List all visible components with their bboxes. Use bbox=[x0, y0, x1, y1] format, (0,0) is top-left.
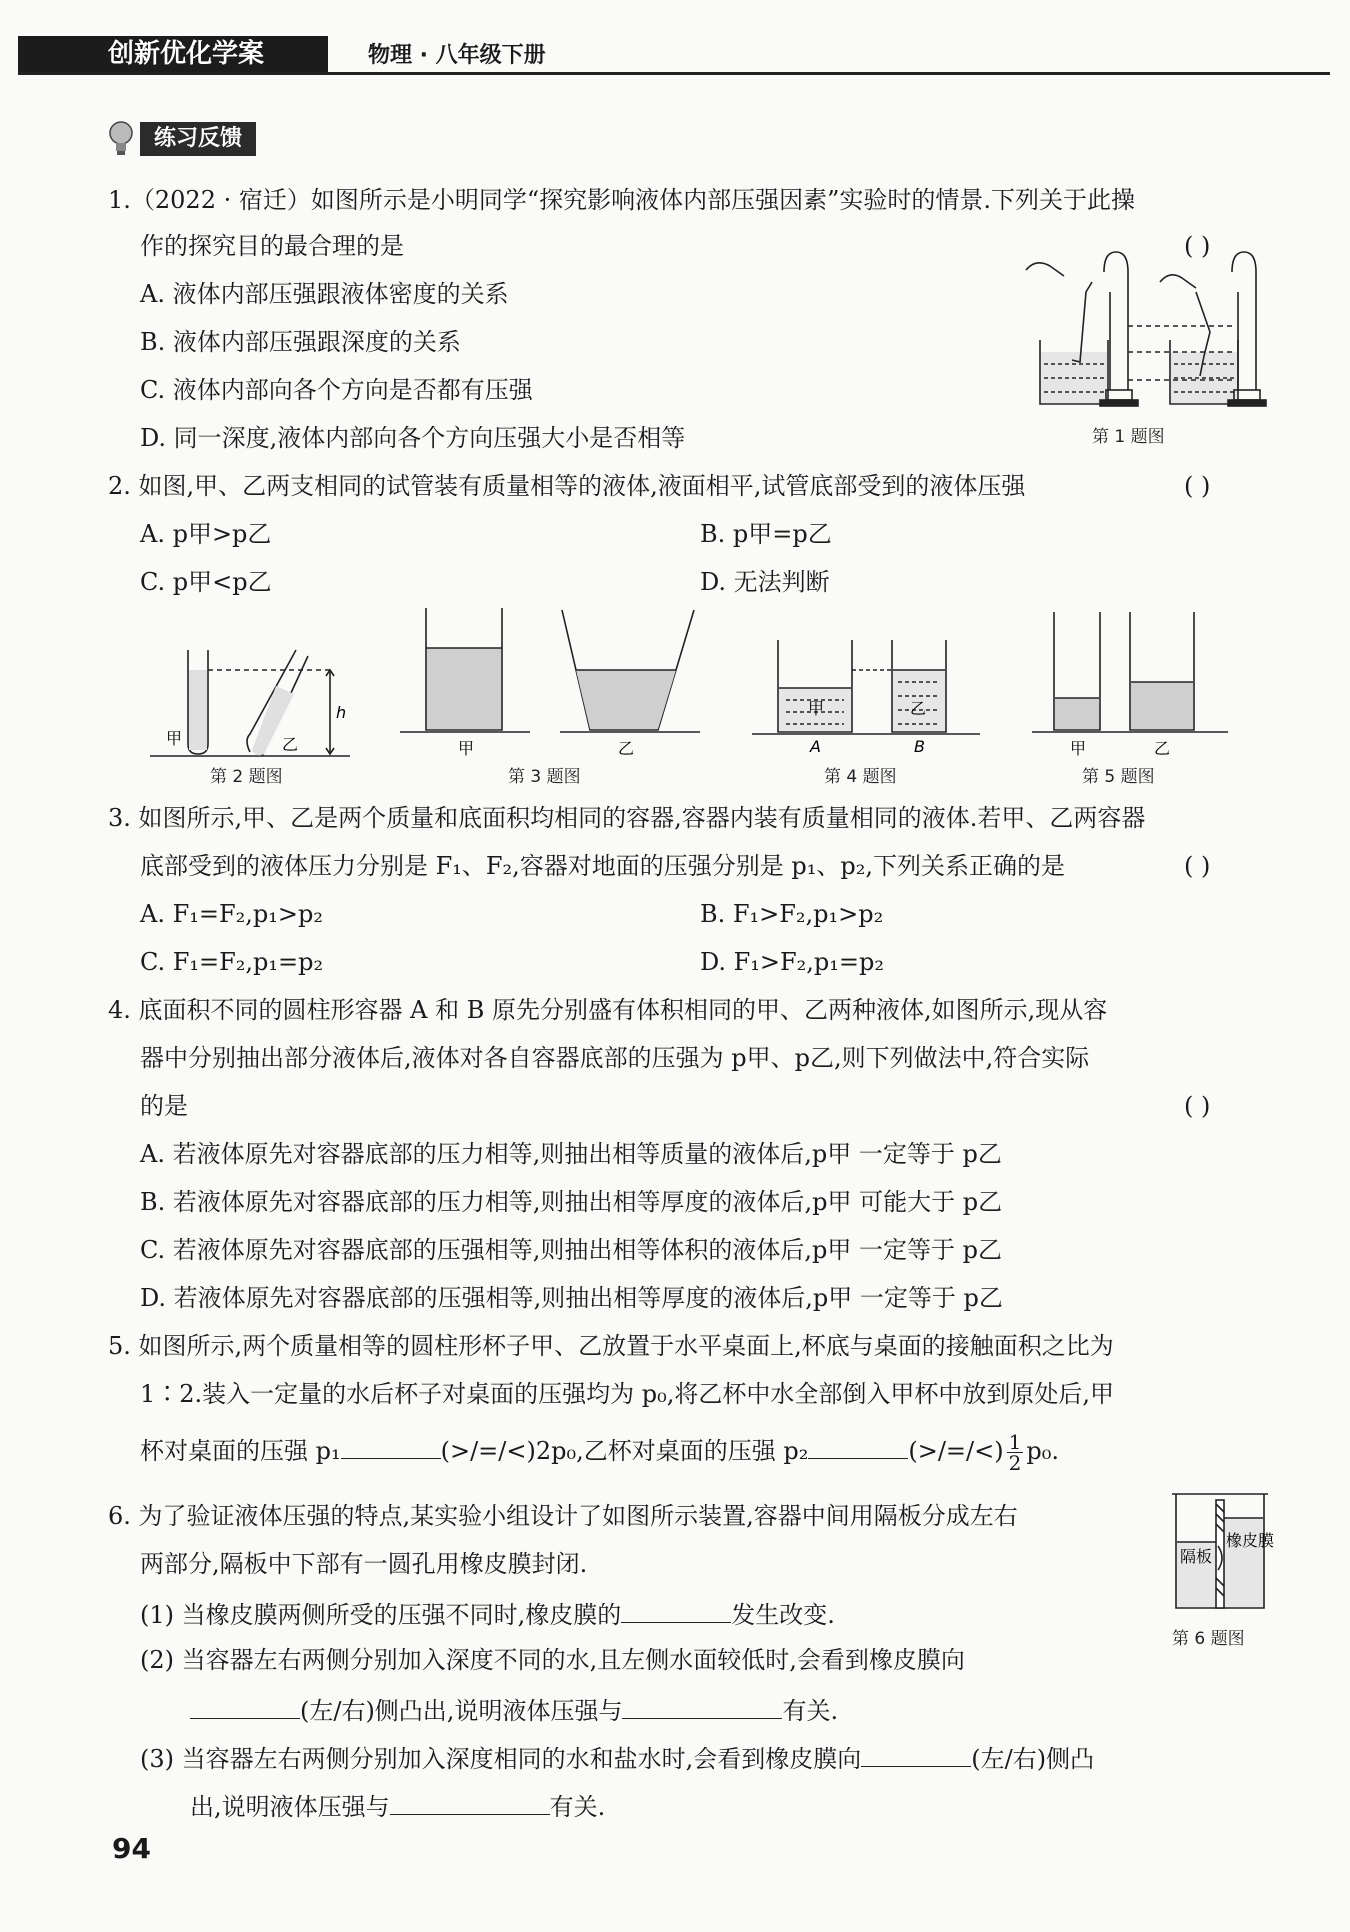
q5-line3-part2: (>/=/<)2p₀,乙杯对桌面的压强 p₂ bbox=[440, 1437, 809, 1465]
figure-3-caption: 第 3 题图 bbox=[508, 767, 581, 787]
q4-line1: 4. 底面积不同的圆柱形容器 A 和 B 原先分别盛有体积相同的甲、乙两种液体,如图所示,现从容 bbox=[108, 996, 1108, 1024]
figure-3-label-yi: 乙 bbox=[618, 739, 635, 758]
q1-option-a: A. 液体内部压强跟液体密度的关系 bbox=[140, 280, 509, 308]
q1-answer-paren: ( ) bbox=[1184, 232, 1211, 260]
q3-answer-paren: ( ) bbox=[1184, 852, 1211, 880]
section-badge bbox=[108, 122, 256, 156]
q6-blank-1[interactable] bbox=[621, 1596, 731, 1623]
q4-answer-paren: ( ) bbox=[1184, 1092, 1211, 1120]
q1-option-b: B. 液体内部压强跟深度的关系 bbox=[140, 328, 461, 356]
figure-5-label-yi: 乙 bbox=[1154, 739, 1171, 758]
q3-option-c: C. F₁=F₂,p₁=p₂ bbox=[140, 948, 324, 976]
q2-option-c: C. p甲<p乙 bbox=[140, 568, 272, 596]
lightbulb-icon bbox=[108, 120, 134, 158]
q6-blank-4[interactable] bbox=[861, 1740, 971, 1767]
q6-sub2-part2: 有关. bbox=[782, 1697, 839, 1725]
figure-2-label-yi: 乙 bbox=[282, 735, 299, 754]
q2-option-d: D. 无法判断 bbox=[700, 568, 830, 596]
q6-sub3-part4: 有关. bbox=[549, 1793, 606, 1821]
q6-sub1 bbox=[140, 1596, 835, 1631]
q4-option-c: C. 若液体原先对容器底部的压强相等,则抽出相等体积的液体后,p甲 一定等于 p乙 bbox=[140, 1236, 1003, 1264]
q3-option-d: D. F₁>F₂,p₁=p₂ bbox=[700, 948, 885, 976]
q5-fraction-numerator: 1 bbox=[1008, 1430, 1022, 1454]
figure-6-label-geban: 隔板 bbox=[1180, 1547, 1213, 1566]
q1-line2: 作的探究目的最合理的是 bbox=[140, 232, 404, 260]
q6-sub3-part3: 出,说明液体压强与 bbox=[190, 1793, 390, 1821]
figure-6 bbox=[1172, 1490, 1275, 1614]
q1-option-d: D. 同一深度,液体内部向各个方向压强大小是否相等 bbox=[140, 424, 686, 452]
figure-1-caption: 第 1 题图 bbox=[1092, 427, 1165, 447]
figure-4-label-a: A bbox=[810, 737, 821, 756]
q4-option-d: D. 若液体原先对容器底部的压强相等,则抽出相等厚度的液体后,p甲 一定等于 p乙 bbox=[140, 1284, 1003, 1312]
section-title: 练习反馈 bbox=[140, 122, 256, 156]
page-number: 94 bbox=[112, 1832, 151, 1865]
q6-sub3-part1: (3) 当容器左右两侧分别加入深度相同的水和盐水时,会看到橡皮膜向 bbox=[140, 1745, 862, 1773]
page-header bbox=[18, 36, 1330, 75]
q6-sub2-part1: (左/右)侧凸出,说明液体压强与 bbox=[300, 1697, 623, 1725]
q6-line2: 两部分,隔板中下部有一圆孔用橡皮膜封闭. bbox=[140, 1550, 588, 1578]
q6-sub1-part2: 发生改变. bbox=[731, 1601, 835, 1629]
figure-1 bbox=[1020, 252, 1270, 412]
q3-option-a: A. F₁=F₂,p₁>p₂ bbox=[140, 900, 323, 928]
figure-4-label-yi: 乙 bbox=[910, 699, 927, 718]
figure-4 bbox=[752, 640, 982, 758]
q5-blank-2[interactable] bbox=[808, 1432, 908, 1459]
figure-5 bbox=[1032, 612, 1232, 760]
figure-2-caption: 第 2 题图 bbox=[210, 767, 283, 787]
q6-sub3-line1 bbox=[140, 1740, 1094, 1775]
q2-answer-paren: ( ) bbox=[1184, 472, 1211, 500]
q5-line3-part3: (>/=/<) bbox=[908, 1437, 1004, 1465]
q3-line2: 底部受到的液体压力分别是 F₁、F₂,容器对地面的压强分别是 p₁、p₂,下列关系正确的是 bbox=[140, 852, 1066, 880]
figure-4-label-b: B bbox=[914, 737, 925, 756]
q5-blank-1[interactable] bbox=[341, 1432, 441, 1459]
figure-4-label-jia: 甲 bbox=[808, 699, 825, 718]
q6-sub3-line2 bbox=[190, 1788, 605, 1823]
q3-line1: 3. 如图所示,甲、乙是两个质量和底面积均相同的容器,容器内装有质量相同的液体.若甲、乙两容器 bbox=[108, 804, 1146, 832]
q4-line3: 的是 bbox=[140, 1092, 188, 1120]
figure-2-label-jia: 甲 bbox=[166, 729, 183, 748]
q5-fraction bbox=[1007, 1432, 1024, 1473]
q4-option-a: A. 若液体原先对容器底部的压力相等,则抽出相等质量的液体后,p甲 一定等于 p乙 bbox=[140, 1140, 1002, 1168]
figure-4-caption: 第 4 题图 bbox=[824, 767, 897, 787]
q5-line3 bbox=[140, 1432, 1059, 1473]
figure-3 bbox=[400, 608, 710, 758]
q6-blank-3[interactable] bbox=[622, 1692, 782, 1719]
q6-blank-2[interactable] bbox=[190, 1692, 300, 1719]
q6-sub2-line1: (2) 当容器左右两侧分别加入深度不同的水,且左侧水面较低时,会看到橡皮膜向 bbox=[140, 1646, 965, 1674]
q1-option-c: C. 液体内部向各个方向是否都有压强 bbox=[140, 376, 533, 404]
q6-sub1-part1: (1) 当橡皮膜两侧所受的压强不同时,橡皮膜的 bbox=[140, 1601, 622, 1629]
figure-5-label-jia: 甲 bbox=[1070, 739, 1087, 758]
figure-3-label-jia: 甲 bbox=[458, 739, 475, 758]
q2-line1: 2. 如图,甲、乙两支相同的试管装有质量相等的液体,液面相平,试管底部受到的液体压强 bbox=[108, 472, 1026, 500]
q5-line1: 5. 如图所示,两个质量相等的圆柱形杯子甲、乙放置于水平桌面上,杯底与桌面的接触面积之比为 bbox=[108, 1332, 1114, 1360]
q6-blank-5[interactable] bbox=[390, 1788, 550, 1815]
book-subtitle: 物理 · 八年级下册 bbox=[368, 43, 546, 68]
book-brand: 创新优化学案 bbox=[18, 36, 328, 72]
q3-option-b: B. F₁>F₂,p₁>p₂ bbox=[700, 900, 884, 928]
q1-line1: 1.（2022 · 宿迁）如图所示是小明同学“探究影响液体内部压强因素”实验时的情景.下列关于此操 bbox=[108, 186, 1136, 214]
q5-line3-part1: 杯对桌面的压强 p₁ bbox=[140, 1437, 341, 1465]
figure-6-caption: 第 6 题图 bbox=[1172, 1629, 1245, 1649]
q5-fraction-denominator: 2 bbox=[1008, 1451, 1022, 1475]
q2-option-b: B. p甲=p乙 bbox=[700, 520, 832, 548]
figure-2 bbox=[150, 640, 360, 760]
figure-5-caption: 第 5 题图 bbox=[1082, 767, 1155, 787]
figure-6-label-xiangpimo: 橡皮膜 bbox=[1226, 1531, 1275, 1550]
q6-sub3-part2: (左/右)侧凸 bbox=[971, 1745, 1095, 1773]
q4-line2: 器中分别抽出部分液体后,液体对各自容器底部的压强为 p甲、p乙,则下列做法中,符合实际 bbox=[140, 1044, 1090, 1072]
q6-line1: 6. 为了验证液体压强的特点,某实验小组设计了如图所示装置,容器中间用隔板分成左右 bbox=[108, 1502, 1018, 1530]
q5-line3-part4: p₀. bbox=[1026, 1437, 1059, 1465]
q2-option-a: A. p甲>p乙 bbox=[140, 520, 272, 548]
q5-line2: 1∶2.装入一定量的水后杯子对桌面的压强均为 p₀,将乙杯中水全部倒入甲杯中放到原处后,甲 bbox=[140, 1380, 1115, 1408]
q4-option-b: B. 若液体原先对容器底部的压力相等,则抽出相等厚度的液体后,p甲 可能大于 p乙 bbox=[140, 1188, 1003, 1216]
q6-sub2-line2 bbox=[190, 1692, 838, 1727]
figure-2-label-h: h bbox=[336, 703, 347, 722]
